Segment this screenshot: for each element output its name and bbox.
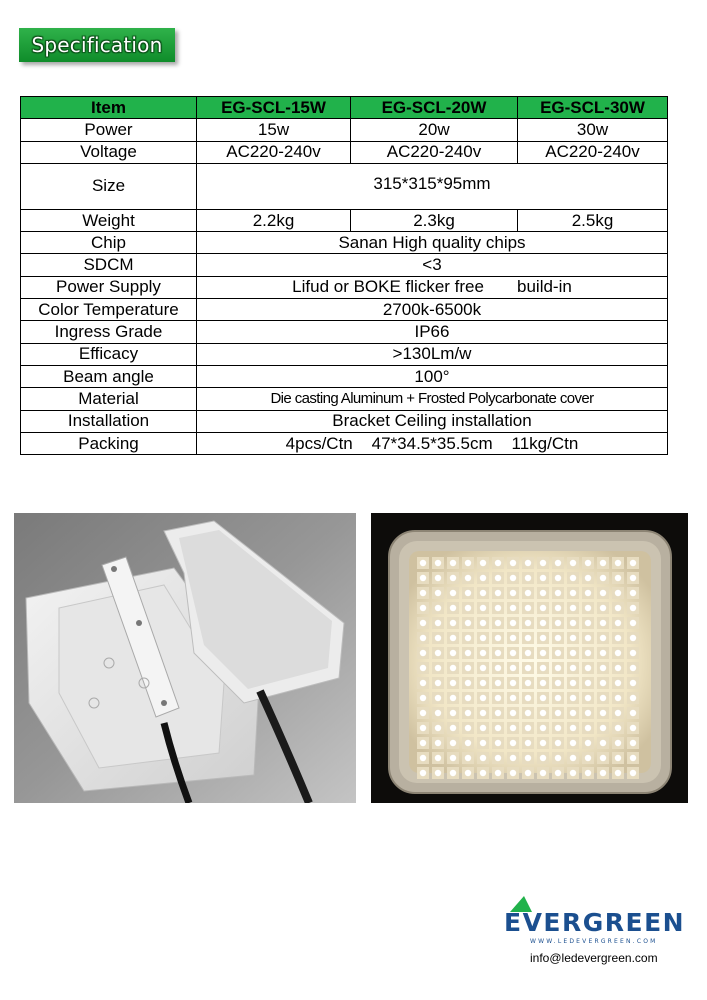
header-model-30w: EG-SCL-30W: [518, 97, 668, 119]
led-chip: [510, 695, 516, 701]
led-chip: [495, 755, 501, 761]
led-chip: [420, 635, 426, 641]
led-chip: [540, 755, 546, 761]
led-chip: [420, 680, 426, 686]
cell-value: AC220-240v: [197, 141, 351, 163]
row-label: Size: [21, 163, 197, 209]
led-chip: [510, 575, 516, 581]
led-chip: [585, 740, 591, 746]
led-chip: [585, 725, 591, 731]
led-chip: [435, 665, 441, 671]
led-chip: [630, 665, 636, 671]
header-item: Item: [21, 97, 197, 119]
led-chip: [555, 605, 561, 611]
led-chip: [435, 680, 441, 686]
led-chip: [465, 740, 471, 746]
led-chip: [555, 770, 561, 776]
led-chip: [540, 575, 546, 581]
table-row-sdcm: [21, 254, 668, 276]
led-chip: [510, 590, 516, 596]
led-chip: [585, 680, 591, 686]
led-chip: [600, 560, 606, 566]
led-chip: [495, 620, 501, 626]
led-chip: [450, 725, 456, 731]
cell-value: Sanan High quality chips: [197, 232, 668, 254]
led-chip: [570, 650, 576, 656]
cell-value: [197, 163, 668, 209]
led-chip: [585, 710, 591, 716]
cell-value: AC220-240v: [351, 141, 518, 163]
led-chip: [435, 620, 441, 626]
led-chip: [630, 605, 636, 611]
led-chip: [600, 770, 606, 776]
led-chip: [495, 590, 501, 596]
led-chip: [630, 680, 636, 686]
led-chip: [570, 665, 576, 671]
cell-value: 2700k-6500k: [197, 299, 668, 321]
led-chip: [495, 740, 501, 746]
table-row-material: [21, 388, 668, 410]
cell-value: 30w: [518, 119, 668, 141]
section-title-badge: [19, 28, 175, 62]
led-chip: [480, 710, 486, 716]
row-label: Power: [21, 119, 197, 141]
led-chip: [630, 770, 636, 776]
brand-url: WWW.LEDEVERGREEN.COM: [530, 938, 658, 945]
led-chip: [480, 560, 486, 566]
led-chip: [465, 725, 471, 731]
led-chip: [450, 575, 456, 581]
led-chip: [525, 740, 531, 746]
led-chip: [480, 650, 486, 656]
led-chip: [585, 620, 591, 626]
led-chip: [600, 665, 606, 671]
led-chip: [540, 725, 546, 731]
led-chip: [480, 665, 486, 671]
cell-value: Lifud or BOKE flicker free build-in: [197, 276, 668, 298]
led-chip: [420, 590, 426, 596]
led-chip: [570, 755, 576, 761]
led-chip: [570, 620, 576, 626]
led-chip: [465, 710, 471, 716]
led-chip: [540, 740, 546, 746]
led-chip: [570, 725, 576, 731]
led-chip: [510, 725, 516, 731]
contact-email: info@ledevergreen.com: [530, 951, 658, 965]
led-chip: [480, 695, 486, 701]
led-chip: [525, 620, 531, 626]
led-chip: [540, 695, 546, 701]
led-chip: [465, 665, 471, 671]
led-chip: [435, 695, 441, 701]
led-chip: [480, 680, 486, 686]
led-chip: [615, 620, 621, 626]
led-chip: [615, 725, 621, 731]
led-chip: [510, 560, 516, 566]
led-chip: [450, 665, 456, 671]
row-label: Power Supply: [21, 276, 197, 298]
led-chip: [420, 755, 426, 761]
led-chip: [510, 710, 516, 716]
led-chip: [435, 590, 441, 596]
led-chip: [615, 755, 621, 761]
cell-value: Die casting Aluminum + Frosted Polycarbonate cover: [197, 388, 668, 410]
led-chip: [630, 635, 636, 641]
table-row-voltage: [21, 141, 668, 163]
led-chip: [420, 695, 426, 701]
led-chip: [540, 770, 546, 776]
cell-value: >130Lm/w: [197, 343, 668, 365]
led-chip: [420, 620, 426, 626]
led-chip: [420, 770, 426, 776]
led-chip: [585, 665, 591, 671]
led-chip: [480, 575, 486, 581]
led-chip: [420, 575, 426, 581]
cell-value: AC220-240v: [518, 141, 668, 163]
led-chip: [570, 560, 576, 566]
row-label: Beam angle: [21, 365, 197, 387]
led-chip: [615, 770, 621, 776]
led-chip: [540, 620, 546, 626]
led-chip: [570, 770, 576, 776]
led-chip: [555, 620, 561, 626]
led-chip: [435, 575, 441, 581]
led-chip: [510, 665, 516, 671]
led-chip: [450, 650, 456, 656]
led-chip: [525, 665, 531, 671]
led-chip: [600, 695, 606, 701]
led-chip: [525, 635, 531, 641]
led-chip: [540, 605, 546, 611]
led-chip: [465, 575, 471, 581]
led-chip: [630, 710, 636, 716]
led-chip: [630, 590, 636, 596]
cell-value: 4pcs/Ctn 47*34.5*35.5cm 11kg/Ctn: [197, 432, 668, 454]
led-chip: [465, 590, 471, 596]
led-chip: [420, 710, 426, 716]
led-chip: [525, 590, 531, 596]
led-chip: [465, 755, 471, 761]
led-chip: [435, 710, 441, 716]
led-chip: [465, 695, 471, 701]
led-chip: [510, 770, 516, 776]
led-chip: [510, 740, 516, 746]
product-back-bracket-photo: [14, 513, 356, 803]
led-chip: [525, 770, 531, 776]
led-chip: [450, 680, 456, 686]
led-chip: [555, 755, 561, 761]
led-chip: [465, 650, 471, 656]
led-chip: [420, 560, 426, 566]
led-chip: [420, 605, 426, 611]
led-chip: [540, 665, 546, 671]
led-chip: [510, 635, 516, 641]
led-chip: [615, 605, 621, 611]
led-chip: [510, 620, 516, 626]
led-chip: [435, 740, 441, 746]
product-back-illustration: [14, 513, 356, 803]
led-chip: [495, 710, 501, 716]
led-chip: [600, 605, 606, 611]
led-chip: [480, 635, 486, 641]
table-row-color-temperature: [21, 299, 668, 321]
led-chip: [615, 680, 621, 686]
led-chip: [630, 740, 636, 746]
led-chip: [525, 560, 531, 566]
table-row-packing: [21, 432, 668, 454]
led-chip: [540, 650, 546, 656]
led-chip: [435, 635, 441, 641]
led-chip: [630, 560, 636, 566]
led-chip: [495, 725, 501, 731]
led-chip: [525, 725, 531, 731]
led-grid: [417, 557, 639, 779]
table-row-efficacy: [21, 343, 668, 365]
led-chip: [570, 695, 576, 701]
row-label: Packing: [21, 432, 197, 454]
led-chip: [435, 560, 441, 566]
led-chip: [570, 635, 576, 641]
cell-value: 2.3kg: [351, 209, 518, 231]
led-chip: [555, 710, 561, 716]
led-chip: [435, 605, 441, 611]
led-chip: [555, 740, 561, 746]
led-chip: [630, 575, 636, 581]
led-chip: [630, 650, 636, 656]
led-chip: [540, 710, 546, 716]
led-chip: [525, 605, 531, 611]
cell-value: 100°: [197, 365, 668, 387]
led-chip: [525, 575, 531, 581]
led-chip: [465, 770, 471, 776]
led-chip: [555, 560, 561, 566]
led-chip: [465, 605, 471, 611]
led-chip: [570, 710, 576, 716]
led-chip: [450, 755, 456, 761]
table-row-size: [21, 163, 668, 209]
led-chip: [585, 770, 591, 776]
led-chip: [555, 695, 561, 701]
led-chip: [555, 725, 561, 731]
led-chip: [585, 605, 591, 611]
led-chip: [525, 755, 531, 761]
cell-value: 2.5kg: [518, 209, 668, 231]
led-chip: [495, 635, 501, 641]
led-chip: [540, 560, 546, 566]
led-chip: [555, 680, 561, 686]
led-chip: [465, 560, 471, 566]
led-chip: [450, 620, 456, 626]
led-chip: [450, 770, 456, 776]
led-chip: [630, 695, 636, 701]
led-chip: [510, 605, 516, 611]
led-chip: [495, 650, 501, 656]
led-chip: [540, 680, 546, 686]
led-chip: [600, 635, 606, 641]
led-chip: [465, 635, 471, 641]
led-chip: [480, 605, 486, 611]
led-chip: [525, 710, 531, 716]
led-chip: [555, 590, 561, 596]
led-chip: [600, 710, 606, 716]
led-chip: [570, 605, 576, 611]
cell-value: 15w: [197, 119, 351, 141]
led-chip: [555, 575, 561, 581]
led-chip: [435, 650, 441, 656]
led-chip: [510, 755, 516, 761]
led-chip: [525, 680, 531, 686]
led-chip: [615, 560, 621, 566]
led-chip: [495, 770, 501, 776]
led-chip: [600, 680, 606, 686]
led-chip: [615, 650, 621, 656]
led-chip: [495, 665, 501, 671]
led-chip: [585, 590, 591, 596]
led-chip: [585, 695, 591, 701]
led-chip: [555, 665, 561, 671]
led-chip: [570, 590, 576, 596]
led-chip: [630, 620, 636, 626]
led-chip: [450, 635, 456, 641]
table-row-ingress-grade: [21, 321, 668, 343]
led-chip: [495, 695, 501, 701]
row-label: Voltage: [21, 141, 197, 163]
led-chip: [615, 665, 621, 671]
led-chip: [615, 635, 621, 641]
led-chip: [420, 725, 426, 731]
led-chip: [570, 680, 576, 686]
led-panel-illustration: [371, 513, 688, 803]
cell-value: 20w: [351, 119, 518, 141]
table-row-weight: [21, 209, 668, 231]
row-label: Chip: [21, 232, 197, 254]
led-chip: [555, 650, 561, 656]
led-chip: [510, 680, 516, 686]
table-header-row: [21, 97, 668, 119]
led-chip: [585, 560, 591, 566]
led-chip: [555, 635, 561, 641]
led-chip: [615, 575, 621, 581]
led-chip: [600, 740, 606, 746]
led-chip: [495, 560, 501, 566]
led-chip: [615, 590, 621, 596]
led-chip: [450, 590, 456, 596]
table-row-installation: [21, 410, 668, 432]
row-label: Weight: [21, 209, 197, 231]
led-chip: [435, 770, 441, 776]
led-chip: [450, 710, 456, 716]
led-chip: [585, 575, 591, 581]
led-chip: [615, 710, 621, 716]
led-chip: [495, 680, 501, 686]
led-chip: [525, 650, 531, 656]
row-label: Installation: [21, 410, 197, 432]
led-chip: [450, 560, 456, 566]
led-chip: [510, 650, 516, 656]
size-value: 315*315*95mm: [373, 174, 491, 194]
led-chip: [540, 590, 546, 596]
led-chip: [495, 575, 501, 581]
row-label: Color Temperature: [21, 299, 197, 321]
led-chip: [570, 740, 576, 746]
led-chip: [570, 575, 576, 581]
product-front-lit-photo: [371, 513, 688, 803]
specification-table: [20, 96, 668, 455]
row-label: Ingress Grade: [21, 321, 197, 343]
section-title: Specification: [31, 33, 163, 57]
led-chip: [585, 755, 591, 761]
table-row-power: [21, 119, 668, 141]
led-chip: [435, 725, 441, 731]
led-chip: [420, 665, 426, 671]
led-chip: [525, 695, 531, 701]
led-chip: [465, 620, 471, 626]
led-chip: [480, 770, 486, 776]
led-chip: [540, 635, 546, 641]
led-chip: [480, 755, 486, 761]
cell-value: IP66: [197, 321, 668, 343]
led-chip: [480, 590, 486, 596]
header-model-15w: EG-SCL-15W: [197, 97, 351, 119]
led-chip: [480, 620, 486, 626]
brand-name: EVERGREEN: [504, 908, 686, 937]
led-chip: [585, 650, 591, 656]
led-chip: [495, 605, 501, 611]
led-chip: [480, 740, 486, 746]
cell-value: Bracket Ceiling installation: [197, 410, 668, 432]
led-chip: [420, 650, 426, 656]
led-chip: [630, 755, 636, 761]
led-chip: [615, 695, 621, 701]
header-model-20w: EG-SCL-20W: [351, 97, 518, 119]
table-row-chip: [21, 232, 668, 254]
table-row-power-supply: [21, 276, 668, 298]
led-chip: [600, 725, 606, 731]
led-chip: [450, 695, 456, 701]
led-chip: [600, 590, 606, 596]
led-chip: [465, 680, 471, 686]
led-chip: [450, 740, 456, 746]
row-label: SDCM: [21, 254, 197, 276]
led-chip: [600, 755, 606, 761]
led-chip: [600, 575, 606, 581]
led-chip: [630, 725, 636, 731]
led-chip: [585, 635, 591, 641]
led-chip: [450, 605, 456, 611]
cell-value: <3: [197, 254, 668, 276]
led-chip: [600, 620, 606, 626]
row-label: Material: [21, 388, 197, 410]
led-chip: [435, 755, 441, 761]
led-chip: [420, 740, 426, 746]
led-chip: [615, 740, 621, 746]
cell-value: 2.2kg: [197, 209, 351, 231]
led-chip: [480, 725, 486, 731]
table-row-beam-angle: [21, 365, 668, 387]
row-label: Efficacy: [21, 343, 197, 365]
led-chip: [600, 650, 606, 656]
